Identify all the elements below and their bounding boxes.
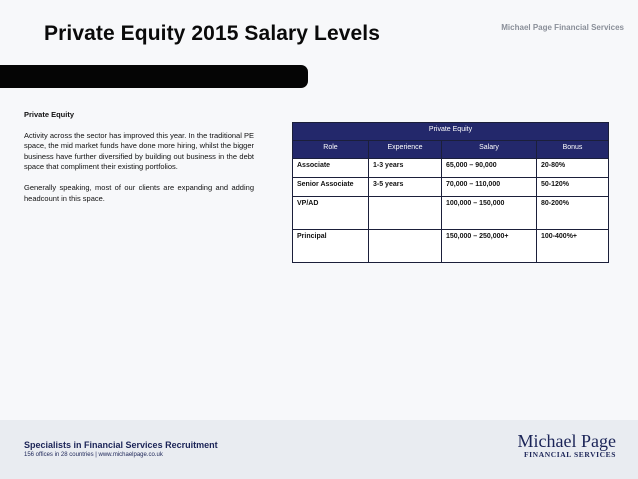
table-caption: Private Equity [293,123,609,141]
intro-text-block [24,110,254,214]
cell-bonus: 50-120% [537,178,609,197]
cell-experience [369,230,442,263]
cell-bonus: 100-400%+ [537,230,609,263]
column-header-bonus: Bonus [537,141,609,159]
cell-salary: 70,000 – 110,000 [442,178,537,197]
table-row [293,197,609,230]
column-header-salary: Salary [442,141,537,159]
table-row [293,230,609,263]
cell-salary: 65,000 – 90,000 [442,159,537,178]
cell-bonus: 20-80% [537,159,609,178]
company-logo [518,432,616,459]
logo-sub-text: FINANCIAL SERVICES [523,450,616,459]
cell-role: Associate [293,159,369,178]
salary-table [292,122,609,263]
cell-experience: 3-5 years [369,178,442,197]
section-heading: Private Equity [24,110,75,119]
title-underline-bar [0,65,308,88]
cell-salary: 100,000 – 150,000 [442,197,537,230]
logo-main-text: Michael Page [517,431,616,451]
cell-role: Principal [293,230,369,263]
table-row [293,159,609,178]
footer-subtext: 156 offices in 28 countries | www.michaelpage.co.uk [24,452,163,458]
brand-header-text: Michael Page Financial Services [501,23,624,32]
column-header-role: Role [293,141,369,159]
intro-paragraph: Activity across the sector has improved this year. In the traditional PE space, the mid market funds have done more hiring, whilst the bigger business have further diversified by building out business in the debt space that compliment their existing portfolios. [24,130,254,172]
cell-bonus: 80-200% [537,197,609,230]
cell-salary: 150,000 – 250,000+ [442,230,537,263]
cell-role: Senior Associate [293,178,369,197]
cell-role: VP/AD [293,197,369,230]
footer-tagline: Specialists in Financial Services Recruitment [24,440,218,450]
column-header-experience: Experience [369,141,442,159]
cell-experience [369,197,442,230]
cell-experience: 1-3 years [369,159,442,178]
page-title: Private Equity 2015 Salary Levels [44,22,380,45]
table-row [293,178,609,197]
intro-paragraph: Generally speaking, most of our clients are expanding and adding headcount in this space. [24,182,254,203]
